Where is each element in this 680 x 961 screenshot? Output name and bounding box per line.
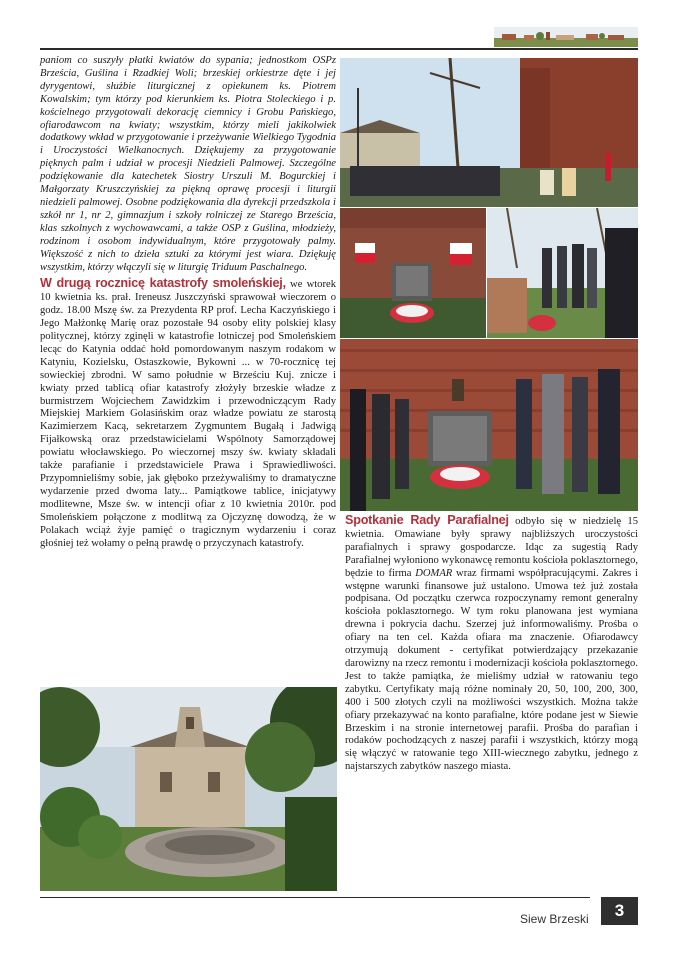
parish-council-text-end: wraz firmami współpracującymi. Zakres i wstępne warunki finansowe już ustalono. Umowa też już została podpisana. Od początku czerwca rozpoczynamy remont generalny kościoła poklasztornego. W tym roku planowana jest wymiana drewna i pokrycia dachu. Szerzej już informowaliśmy. Prośba o ofiary na ten cel. Każda ofiara ma znaczenie. Ofiarodawcy otrzymują dokument - certyfikat potwierdzający przekazanie darowizny na rzecz remontu i modernizacji kościoła poklasztornego. Jest to także pamiątka, że mieliśmy udział w ratowaniu tego zabytku. Certyfikaty mają różne nominały 20, 50, 100, 200, 300, 400 i 500 złotych czyli na możliwości wszystkich. Można także ofiary przekazywać na konto parafialne, które podane jest w Siewie Brzeskim i na stronie internetowej parafii. Prośba do parafian i rodaków pochodzących z naszej parafii i wszystkich, którzy mogą się włączyć w ratowanie tego XIII-wiecznego zabytku, jednego z najstarszych zabytków naszego miasta.	[345, 567, 638, 773]
company-name: DOMAR	[415, 567, 453, 579]
right-column	[345, 514, 638, 774]
church-garden-photo	[40, 687, 337, 891]
top-rule	[40, 48, 638, 50]
publication-name: Siew Brzeski	[520, 912, 589, 926]
left-column	[40, 55, 336, 550]
officials-at-plaque-photo	[487, 208, 638, 338]
anniversary-article	[40, 277, 336, 550]
parish-council-headline: Spotkanie Rady Parafialnej	[345, 513, 509, 527]
header-town-panorama	[494, 27, 638, 47]
procession-photo	[340, 58, 638, 207]
parish-council-text-start: odbyło się w niedzielę 15 kwietnia. Omawiane były sprawy najbliższych uroczystości parafialnych i sprawy gospodarcze. Idąc za sugestią Rady Parafialnej wyłoniono wykonawcę remontu kościoła poklasztornego, będzie to firma	[345, 516, 639, 579]
group-memorial-photo	[340, 339, 638, 511]
parish-council-article	[345, 514, 638, 774]
bottom-rule	[40, 897, 590, 898]
page-number: 3	[601, 897, 638, 925]
anniversary-text: we wtorek 10 kwietnia ks. prał. Ireneusz Juszczyński sprawował wieczorem o godz. 18.00 Mszę św. za Prezydenta RP prof. Lecha Kaczyńskiego i Jego Małżonkę Marię oraz pozostałe 94 osoby elity polskiej klasy politycznej, którzy zginęli w katastrofie lotniczej pod Smoleńskiem lecąc do Katynia oddać hołd pomordowanym naszym rodakom w Katyniu, Kozielsku, Ostaszkowie, Bykowni ... w 70-rocznicę tej sowieckiej zbrodni. W samo południe w Brześciu Kuj. znicze i kwiaty przed tablicą ofiar katastrofy złożyły brzeskie władze z burmistrzem Wojciechem Zawidzkim i przewodniczącym Rady Miejskiej Markiem Golasińskim oraz władze powiatu ze starostą Kazimierzem Kacą, sekretarzem Zygmuntem Bugałą i Jadwigą Fijałkowską oraz przedstawicielami Wspólnoty Samorządowej powiatu włocławskiego. Po wieczornej mszy św. kwiaty składali także parafianie i przedstawiciele Prawa i Sprawiedliwości. Przypomnieliśmy sobie, jak głęboko przeżywaliśmy to dramatyczne wydarzenie przed dwoma laty... Pamiątkowe tablice, inicjatywy modlitewne, Msze św. w intencji ofiar z 10 kwietnia 2010r. pod Smoleńskiem połączone z modlitwą za Ojczyznę dowodzą, że w Polakach wciąż żyje pamięć o tragicznym wydarzeniu i coraz głośniej też wołamy o pełną prawdę o przyczynach katastrofy.	[40, 279, 336, 549]
thanks-paragraph: paniom co suszyły płatki kwiatów do sypania; jednostkom OSPz Brześcia, Guślina i Rzadkiej Woli; brzeskiej orkiestrze dęte i jej dyrygentowi, służbie liturgicznej z opiekunem ks. Piotrem Kowalskim; tym którzy pod kierunkiem ks. Piotra Stoleckiego i p. kościelnego przygotowali dekorację ciemnicy i Grobu Pańskiego, ofiarodawcom na kwiaty; wszystkim, którzy mieli jakikolwiek dodatkowy wkład w przygotowanie i przeżywanie Wielkiego Tygodnia i Uroczystości Wielkanocnych. Dziękujemy za przygotowanie pięknych palm i udział w procesji Niedzieli Palmowej. Szczególne podziękowanie dla katechetek Siostry Urszuli M. Bogurckiej i Małgorzaty Kruszczyńskiej za piękną oprawę procesji i liturgii niedzieli palmowej. Osobne podziękowania dla dyrekcji przedszkola i szkół nr 1, nr 2, gimnazjum i szkoły rolniczej ze Starego Brześcia, klas szkolnych z wychowawcami, a także OSP z Guślina, młodzieży, rodzinom i osobom indywidualnym, które przygotowały palmy. Większość z nich to dzieła sztuki za którymi jest wiara. Dziękuję wszystkim, którzy włączyli się w liturgię Triduum Paschalnego.	[40, 55, 336, 273]
memorial-plaque-flags-photo	[340, 208, 486, 338]
anniversary-headline: W drugą rocznicę katastrofy smoleńskiej,	[40, 276, 286, 291]
